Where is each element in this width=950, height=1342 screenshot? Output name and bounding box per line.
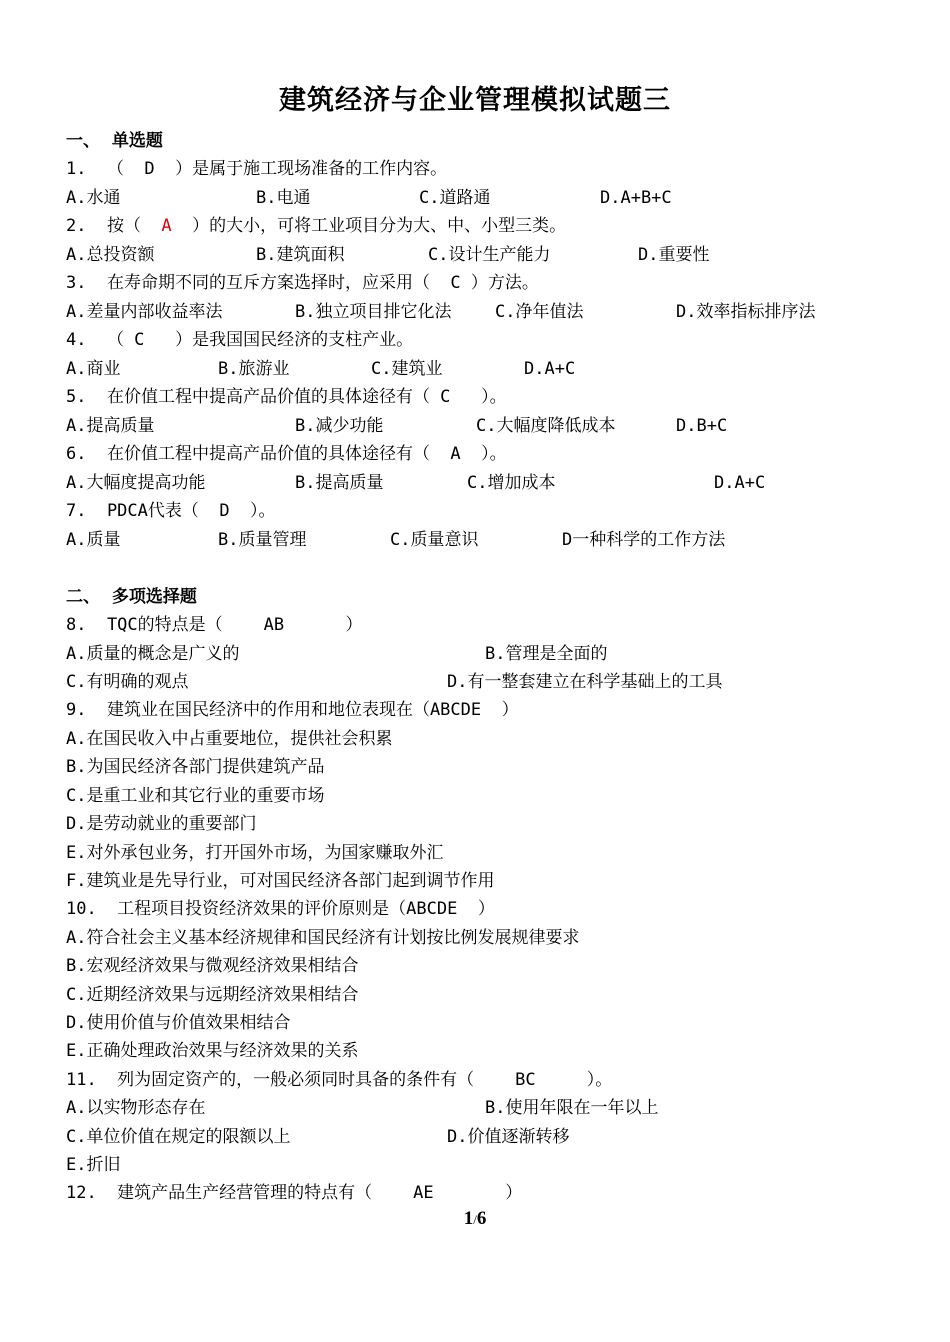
option-d: D.价值逐渐转移 xyxy=(447,1127,570,1147)
option-d: D.使用价值与价值效果相结合 xyxy=(66,1013,291,1033)
option-c: C.单位价值在规定的限额以上 xyxy=(66,1127,291,1147)
question-3-options xyxy=(66,298,886,326)
document-title: 建筑经济与企业管理模拟试题三 xyxy=(279,85,671,116)
option-e: E.对外承包业务，打开国外市场，为国家赚取外汇 xyxy=(66,843,444,863)
option-b: B.减少功能 xyxy=(295,416,384,436)
question-7: 7. PDCA代表（ D ）。 xyxy=(66,501,276,521)
question-8-options-row1 xyxy=(66,640,886,668)
question-8-options-row2 xyxy=(66,668,886,696)
question-5: 5. 在价值工程中提高产品价值的具体途径有（ C ）。 xyxy=(66,387,507,407)
question-4: 4. （ C ）是我国国民经济的支柱产业。 xyxy=(66,330,414,350)
section-heading-single-choice: 一、 单选题 xyxy=(66,131,163,151)
option-a: A.提高质量 xyxy=(66,416,155,436)
option-c: C.近期经济效果与远期经济效果相结合 xyxy=(66,985,359,1005)
option-b: B.提高质量 xyxy=(295,473,384,493)
option-a: A.在国民收入中占重要地位，提供社会积累 xyxy=(66,729,393,749)
option-d: D.B+C xyxy=(676,416,728,436)
option-c: C.是重工业和其它行业的重要市场 xyxy=(66,786,325,806)
option-c: C.质量意识 xyxy=(390,530,479,550)
option-c: C.增加成本 xyxy=(467,473,556,493)
option-b: B.使用年限在一年以上 xyxy=(485,1098,659,1118)
question-11-options-row1 xyxy=(66,1094,886,1122)
option-a: A.差量内部收益率法 xyxy=(66,302,223,322)
option-d: D.效率指标排序法 xyxy=(676,302,816,322)
page-number xyxy=(0,1208,950,1230)
option-b: B.独立项目排它化法 xyxy=(295,302,452,322)
option-d: D.是劳动就业的重要部门 xyxy=(66,814,257,834)
question-2 xyxy=(66,212,566,240)
option-a: A.符合社会主义基本经济规律和国民经济有计划按比例发展规律要求 xyxy=(66,928,580,948)
question-5-options xyxy=(66,412,886,440)
option-d: D.重要性 xyxy=(638,245,710,265)
option-e: E.正确处理政治效果与经济效果的关系 xyxy=(66,1041,359,1061)
option-d: D.A+B+C xyxy=(600,188,672,208)
question-11: 11. 列为固定资产的，一般必须同时具备的条件有（ BC ）。 xyxy=(66,1070,613,1090)
question-3: 3. 在寿命期不同的互斥方案选择时，应采用（ C ）方法。 xyxy=(66,273,539,293)
question-12: 12. 建筑产品生产经营管理的特点有（ AE ） xyxy=(66,1183,523,1203)
option-d: D.有一整套建立在科学基础上的工具 xyxy=(447,672,723,692)
option-c: C.净年值法 xyxy=(495,302,584,322)
answer-highlight: A xyxy=(161,216,172,236)
question-2-options xyxy=(66,241,886,269)
question-9: 9. 建筑业在国民经济中的作用和地位表现在（ABCDE ） xyxy=(66,700,519,720)
option-f: F.建筑业是先导行业，可对国民经济各部门起到调节作用 xyxy=(66,871,495,891)
option-c: C.大幅度降低成本 xyxy=(476,416,616,436)
option-c: C.道路通 xyxy=(419,188,491,208)
option-a: A.以实物形态存在 xyxy=(66,1098,206,1118)
question-10: 10. 工程项目投资经济效果的评价原则是（ABCDE ） xyxy=(66,899,495,919)
option-b: B.宏观经济效果与微观经济效果相结合 xyxy=(66,956,359,976)
option-b: B.质量管理 xyxy=(218,530,307,550)
option-a: A.水通 xyxy=(66,188,121,208)
option-c: C.有明确的观点 xyxy=(66,672,189,692)
question-6: 6. 在价值工程中提高产品价值的具体途径有（ A ）。 xyxy=(66,444,507,464)
option-a: A.大幅度提高功能 xyxy=(66,473,206,493)
question-2-prefix: 2. 按（ xyxy=(66,216,162,236)
question-7-options xyxy=(66,526,886,554)
question-8: 8. TQC的特点是（ AB ） xyxy=(66,615,363,635)
page-current: 1 xyxy=(463,1208,474,1229)
option-c: C.设计生产能力 xyxy=(428,245,551,265)
option-a: A.质量的概念是广义的 xyxy=(66,644,240,664)
page-separator: / xyxy=(473,1212,477,1227)
question-2-suffix: ）的大小，可将工业项目分为大、中、小型三类。 xyxy=(171,216,567,236)
question-11-options-row2 xyxy=(66,1123,886,1151)
option-e: E.折旧 xyxy=(66,1155,121,1175)
option-d: D一种科学的工作方法 xyxy=(562,530,726,550)
question-4-options xyxy=(66,355,886,383)
option-b: B.为国民经济各部门提供建筑产品 xyxy=(66,757,325,777)
question-1: 1. （ D ）是属于施工现场准备的工作内容。 xyxy=(66,159,448,179)
option-d: D.A+C xyxy=(714,473,766,493)
question-1-options xyxy=(66,184,886,212)
option-b: B.旅游业 xyxy=(218,359,290,379)
option-b: B.管理是全面的 xyxy=(485,644,608,664)
option-d: D.A+C xyxy=(524,359,576,379)
option-a: A.商业 xyxy=(66,359,121,379)
option-c: C.建筑业 xyxy=(371,359,443,379)
option-b: B.电通 xyxy=(256,188,311,208)
option-a: A.质量 xyxy=(66,530,121,550)
option-b: B.建筑面积 xyxy=(256,245,345,265)
option-a: A.总投资额 xyxy=(66,245,155,265)
question-6-options xyxy=(66,469,886,497)
section-heading-multiple-choice: 二、 多项选择题 xyxy=(66,587,197,607)
page-total: 6 xyxy=(476,1208,487,1229)
